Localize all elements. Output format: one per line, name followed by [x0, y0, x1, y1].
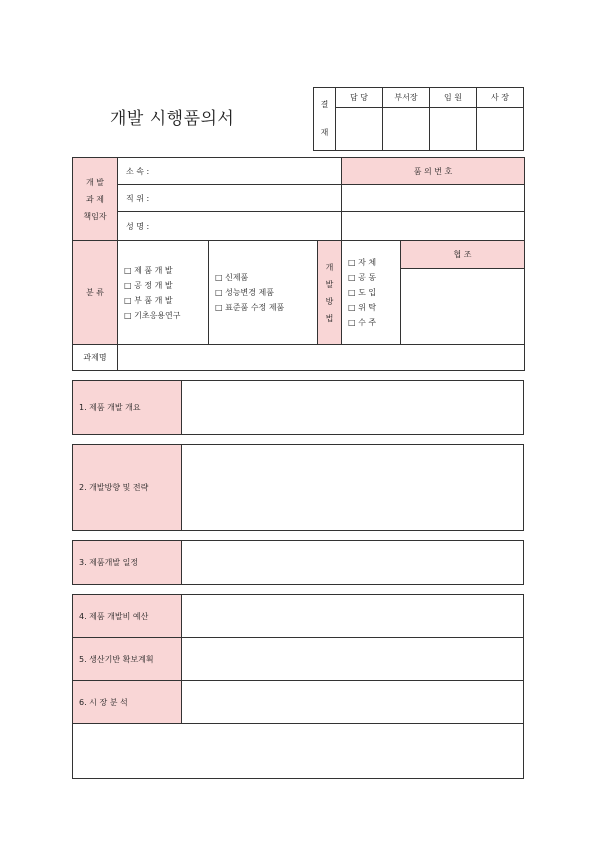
- document-title: 개발 시행품의서: [110, 109, 235, 129]
- category-options-2: [209, 241, 318, 345]
- category-option[interactable]: □ 신제품: [215, 273, 249, 282]
- method-label: 개 발 방 법: [318, 241, 342, 345]
- category-label: 분 류: [73, 241, 118, 345]
- request-number-extra[interactable]: [342, 212, 525, 241]
- position-field[interactable]: 직 위 :: [118, 185, 342, 212]
- strategy-field[interactable]: [182, 445, 524, 531]
- market-label: 6. 시 장 분 석: [73, 681, 182, 724]
- overview-field[interactable]: [182, 381, 524, 435]
- category-option[interactable]: □ 제 품 개 발: [124, 265, 173, 275]
- category-option[interactable]: □ 표준품 수정 제품: [215, 303, 285, 312]
- market-field[interactable]: [182, 681, 524, 724]
- approval-side-label: 결 재: [314, 88, 336, 151]
- responsible-label: 개 발 과 제 책임자: [73, 158, 118, 241]
- overview-section: [72, 380, 524, 435]
- budget-field[interactable]: [182, 595, 524, 638]
- info-table: [72, 157, 525, 371]
- category-option[interactable]: □ 부 품 개 발: [124, 295, 173, 305]
- approval-sign-dept-head[interactable]: [383, 108, 430, 151]
- budget-market-section: [72, 594, 524, 779]
- project-name-field[interactable]: [118, 345, 525, 371]
- notes-field[interactable]: [73, 724, 524, 779]
- affiliation-field[interactable]: 소 속 :: [118, 158, 342, 185]
- category-options-1: [118, 241, 209, 345]
- schedule-section: [72, 540, 524, 585]
- approval-header-dept-head: 부서장: [383, 88, 430, 108]
- method-options: [342, 241, 401, 345]
- request-number-label: 품 의 번 호: [342, 158, 525, 185]
- approval-sign-staff[interactable]: [336, 108, 383, 151]
- approval-table: [313, 87, 524, 151]
- category-option[interactable]: □ 기초응용연구: [124, 310, 181, 320]
- category-option[interactable]: □ 공 정 개 발: [124, 280, 173, 290]
- approval-header-staff: 담 당: [336, 88, 383, 108]
- name-field[interactable]: 성 명 :: [118, 212, 342, 241]
- approval-sign-president[interactable]: [477, 108, 524, 151]
- request-number-field[interactable]: [342, 185, 525, 212]
- cooperation-field[interactable]: [401, 269, 525, 345]
- schedule-label: 3. 제품개발 일정: [73, 541, 182, 585]
- strategy-label: 2. 개발방향 및 전략: [73, 445, 182, 531]
- approval-sign-executive[interactable]: [430, 108, 477, 151]
- method-option[interactable]: □ 공 동: [348, 273, 377, 282]
- method-option[interactable]: □ 도 입: [348, 288, 377, 297]
- method-option[interactable]: □ 위 탁: [348, 303, 377, 312]
- overview-label: 1. 제품 개발 개요: [73, 381, 182, 435]
- schedule-field[interactable]: [182, 541, 524, 585]
- budget-label: 4. 제품 개발비 예산: [73, 595, 182, 638]
- production-field[interactable]: [182, 638, 524, 681]
- strategy-section: [72, 444, 524, 531]
- approval-header-executive: 임 원: [430, 88, 477, 108]
- category-option[interactable]: □ 성능변경 제품: [215, 288, 275, 297]
- approval-header-president: 사 장: [477, 88, 524, 108]
- cooperation-label: 협 조: [401, 241, 525, 269]
- production-label: 5. 생산기반 확보계획: [73, 638, 182, 681]
- method-option[interactable]: □ 수 주: [348, 318, 377, 327]
- method-option[interactable]: □ 자 체: [348, 258, 377, 267]
- project-name-label: 과제명: [73, 345, 118, 371]
